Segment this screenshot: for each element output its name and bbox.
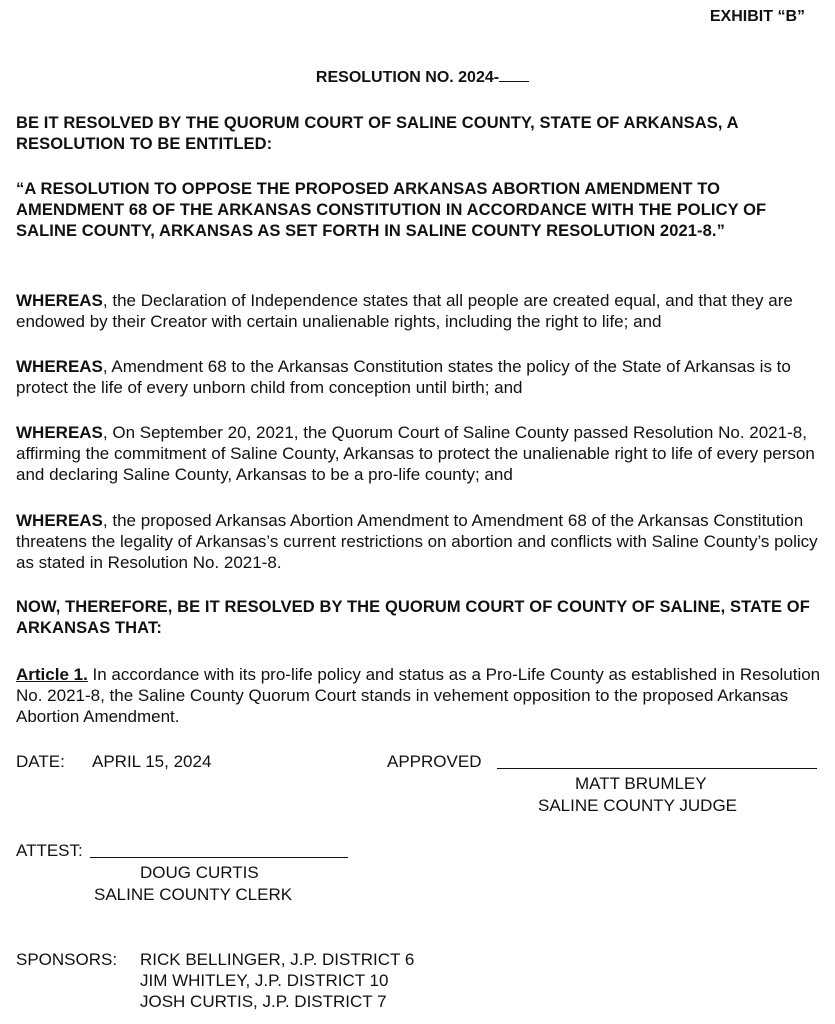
sponsor-item: JOSH CURTIS, J.P. DISTRICT 7 <box>140 992 387 1011</box>
whereas-clause-1 <box>16 290 826 332</box>
judge-title: SALINE COUNTY JUDGE <box>538 796 738 815</box>
clerk-name: DOUG CURTIS <box>140 863 259 882</box>
now-therefore: NOW, THEREFORE, BE IT RESOLVED BY THE QUORUM COURT OF COUNTY OF SALINE, STATE OF ARKANSAS THAT: <box>16 598 810 637</box>
article-text: In accordance with its pro-life policy and status as a Pro-Life County as established in Resolution No. 2021-8, the Saline County Quorum Court stands in vehement opposition to the proposed Arkansas Abortion Amendment. <box>16 665 821 726</box>
whereas-text: , the proposed Arkansas Abortion Amendment to Amendment 68 of the Arkansas Constitution threatens the legality of Arkansas’s current restrictions on abortion and conflicts with Saline County’s policy as stated in Resolution No. 2021-8. <box>16 511 818 572</box>
exhibit-label: EXHIBIT “B” <box>709 8 805 25</box>
whereas-label: WHEREAS <box>16 291 103 310</box>
sponsors-label: SPONSORS: <box>16 950 118 969</box>
preamble: BE IT RESOLVED BY THE QUORUM COURT OF SALINE COUNTY, STATE OF ARKANSAS, A RESOLUTION TO BE ENTITLED: <box>16 114 739 153</box>
whereas-label: WHEREAS <box>16 357 103 376</box>
whereas-clause-2 <box>16 356 826 398</box>
attest-label: ATTEST: <box>16 841 83 860</box>
judge-name: MATT BRUMLEY <box>575 774 707 793</box>
resolution-number-blank <box>499 66 529 82</box>
article-label: Article 1. <box>16 665 88 684</box>
clerk-title: SALINE COUNTY CLERK <box>94 885 293 904</box>
whereas-text: , the Declaration of Independence states that all people are created equal, and that they are endowed by their Creator with certain unalienable rights, including the right to life; and <box>16 291 793 331</box>
approved-label: APPROVED <box>387 752 482 771</box>
sponsors-list <box>140 949 414 1012</box>
article-1 <box>16 664 826 727</box>
date-label: DATE: <box>16 752 65 771</box>
whereas-label: WHEREAS <box>16 511 103 530</box>
whereas-clause-4 <box>16 510 826 573</box>
whereas-clause-3 <box>16 422 826 485</box>
judge-signature-line <box>497 768 817 769</box>
whereas-text: , Amendment 68 to the Arkansas Constitution states the policy of the State of Arkansas is to protect the life of every unborn child from conception until birth; and <box>16 357 791 397</box>
clerk-signature-line <box>90 857 348 858</box>
sponsor-item: JIM WHITLEY, J.P. DISTRICT 10 <box>140 971 389 990</box>
sponsor-item: RICK BELLINGER, J.P. DISTRICT 6 <box>140 950 415 969</box>
resolution-number-text: RESOLUTION NO. 2024- <box>315 69 500 86</box>
resolution-title: “A RESOLUTION TO OPPOSE THE PROPOSED ARKANSAS ABORTION AMENDMENT TO AMENDMENT 68 OF THE ARKANSAS CONSTITUTION IN ACCORDANCE WITH THE POLICY OF SALINE COUNTY, ARKANSAS AS SET FORTH IN SALINE COUNTY RESOLUTION 2021-8.” <box>16 180 767 240</box>
whereas-text: , On September 20, 2021, the Quorum Court of Saline County passed Resolution No. 2021-8, affirming the commitment of Saline County, Arkansas to protect the unalienable right to life of every person and declaring Saline County, Arkansas to be a pro-life county; and <box>16 423 815 484</box>
date-value: APRIL 15, 2024 <box>92 752 212 771</box>
whereas-label: WHEREAS <box>16 423 103 442</box>
resolution-number <box>0 66 835 88</box>
